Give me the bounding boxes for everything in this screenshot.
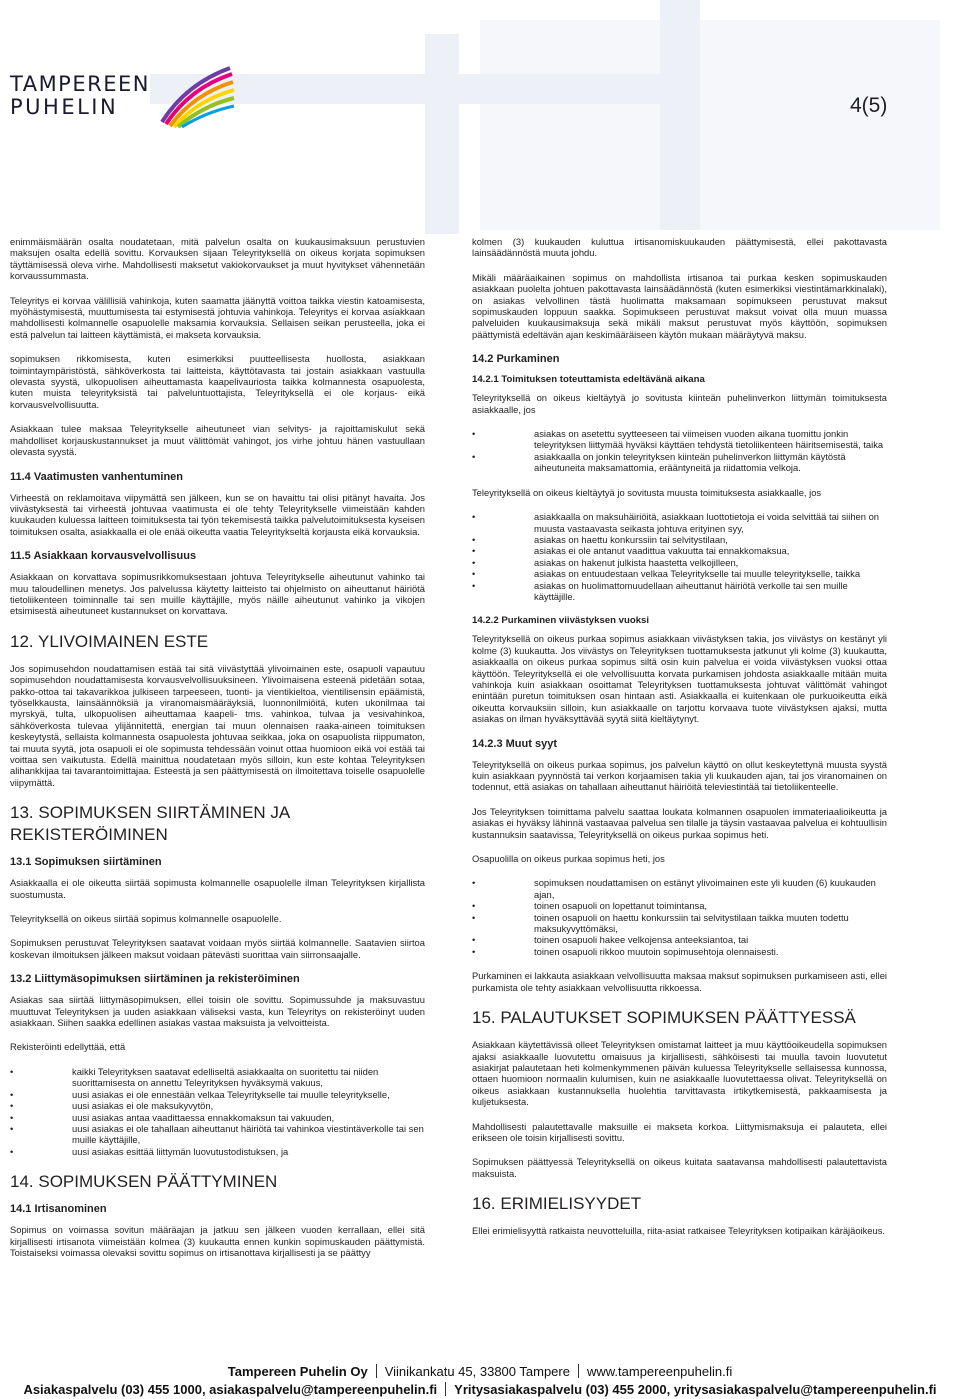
subsection-heading: 14.2.3 Muut syyt	[472, 737, 557, 750]
subsection-heading: 11.5 Asiakkaan korvausvelvollisuus	[10, 550, 197, 563]
bullet-list	[472, 428, 887, 474]
bullet-list	[472, 511, 887, 602]
paragraph: Osapuolilla on oikeus purkaa sopimus heti, jos	[472, 853, 665, 865]
section-heading: 16. ERIMIELISYYDET	[472, 1194, 642, 1214]
footer-website[interactable]: www.tampereenpuhelin.fi	[586, 1364, 733, 1379]
subsection-heading: 14.2 Purkaminen	[472, 353, 560, 366]
paragraph: Asiakkaalla ei ole oikeutta siirtää sopimusta kolmannelle osapuolelle ilman Teleyrityksen kirjallista suostumusta.	[10, 877, 425, 900]
page-footer	[0, 1363, 960, 1399]
paragraph: Asiakkaan käytettävissä olleet Teleyrityksen omistamat laitteet ja muu käyttöoikeudella sopimuksen ajaksi asiakkaalle luovutettu omaisuus ja kirjallisesti, sähköisesti tai muulla tavoin luovutetut asiakirjat palautetaan heti kolmenkymmenen päivän kuluessa Teleyritykselle sellaisessa kunnossa, ottaen huomioon normaalin kulumisen, kuin ne asiakkaalle luovutettaessa olivat. Teleyrityksellä on oikeus asiakkaan kustannuksella huolehtia tarvittavasta irtikytkemisestä, pakkaamisesta ja kuljetuksesta.	[472, 1039, 887, 1108]
left-column	[10, 236, 425, 1271]
paragraph: Rekisteröinti edellyttää, että	[10, 1041, 126, 1053]
list-item: • uusi asiakas ei ole ennestään velkaa Teleyritykselle tai muulle teleyritykselle,	[10, 1089, 425, 1100]
bullet-list	[472, 877, 887, 957]
footer-separator	[445, 1382, 446, 1396]
list-item: • toinen osapuoli on haettu konkurssiin tai selvitystilaan taikka muuten todettu maksukyvyttömäksi,	[472, 912, 887, 935]
list-item: • uusi asiakas esittää liittymän luovutustodistuksen, ja	[10, 1146, 425, 1157]
list-item: • asiakas on hakenut julkista haastetta velkojilleen,	[472, 557, 887, 568]
section-heading: 15. PALAUTUKSET SOPIMUKSEN PÄÄTTYESSÄ	[472, 1008, 856, 1028]
paragraph: Teleyrityksellä on oikeus kieltäytyä jo sovitusta muusta toimituksesta asiakkaalle, jos	[472, 486, 822, 498]
list-item: • sopimuksen noudattamisen on estänyt ylivoimainen este yli kuuden (6) kuukauden ajan,	[472, 877, 887, 900]
list-item: • asiakkaalla on jonkin teleyrityksen kiinteän puhelinverkon liittymän käytöstä aiheutuneita maksamattomia, erääntyneitä ja riidattomia velkoja.	[472, 451, 887, 474]
list-item: • toinen osapuoli hakee velkojensa anteeksiantoa, tai	[472, 934, 887, 945]
subsection-heading: 13.1 Sopimuksen siirtäminen	[10, 856, 162, 869]
subsection-heading: 13.2 Liittymäsopimuksen siirtäminen ja rekisteröiminen	[10, 973, 300, 986]
company-logo	[10, 64, 236, 128]
paragraph: Sopimuksen päättyessä Teleyrityksellä on oikeus kuitata saatavansa mahdollisesti palautettavista maksuista.	[472, 1156, 887, 1179]
paragraph: sopimuksen rikkomisesta, kuten esimerkiksi puutteellisesta huollosta, asiakkaan toimintaympäristöstä, sähköverkosta tai laitteista, käyttötavasta tai jostain asiakkaan vastuulla olevasta syystä, ulkopuolisen aiheuttamasta kaapelivauriosta taikka kolmannesta osapuolesta, kuten muista teleyrityksistä tai palveluntuottajista, Teleyrityksellä ei ole korjaus- eikä korvausvelvollisuutta.	[10, 353, 425, 410]
list-item: • uusi asiakas antaa vaadittaessa ennakkomaksun tai vakuuden,	[10, 1112, 425, 1123]
list-item: • asiakas on huolimattomuudellaan aiheuttanut häiriötä verkolle tai sen muille käyttäjille.	[472, 580, 887, 603]
footer-business-service[interactable]: Yritysasiakaspalvelu (03) 455 2000, yritysasiakaspalvelu@tampereenpuhelin.fi	[454, 1382, 937, 1397]
paragraph: Sopimus on voimassa sovitun määräajan ja jatkuu sen jälkeen vuoden kerrallaan, ellei sitä kirjallisesti irtisanota viimeistään kolmea (3) kuukautta ennen kunkin sopimuskauden päättymistä. Toistaiseksi voimassa olevaksi sovittu sopimus on irtisanottava kirjallisesti ja se päättyy	[10, 1224, 425, 1258]
logo-line-1: TAMPEREEN	[10, 72, 150, 96]
paragraph: Teleyrityksellä on oikeus siirtää sopimus kolmannelle osapuolelle.	[10, 913, 282, 925]
list-item: • asiakkaalla on maksuhäiriöitä, asiakkaan luottotietoja ei voida selvittää tai siihen on muusta vastaavasta seikasta johtuva erityinen syy,	[472, 511, 887, 534]
paragraph: Teleyritys ei korvaa välillisiä vahinkoja, kuten saamatta jäänyttä voittoa taikka viestin katoamisesta, myöhästymisestä, muuttumisesta tai estymisestä johtuvia vahinkoja. Teleyritys ei korvaa asiakkaan mahdollisesti kolmannelle osapuolelle maksamia korvauksia. Sellaisen seikan perusteella, joka ei estä palvelun tai laitteen käyttämistä, ei makseta korvauksia.	[10, 294, 425, 340]
paragraph: Ellei erimielisyyttä ratkaista neuvotteluilla, riita-asiat ratkaisee Teleyrityksen kotipaikan käräjäoikeus.	[472, 1225, 886, 1237]
logo-swirl-icon	[156, 64, 236, 128]
list-item: • asiakas on entuudestaan velkaa Teleyritykselle tai muulle teleyritykselle, taikka	[472, 568, 887, 579]
paragraph: enimmäismäärän osalta noudatetaan, mitä palvelun osalta on kuukausimaksuun perustuvien maksujen osalta edellä sovittu. Korvauksen sijaan Teleyrityksellä on oikeus korjata sopimuksen täyttämisessä oleva virhe. Mahdollisesti maksetut vakiokorvaukset ja muut hyvitykset vähennetään korvaussummasta.	[10, 236, 425, 282]
paragraph: Purkaminen ei lakkauta asiakkaan velvollisuutta maksaa maksut sopimuksen purkamiseen asti, ellei purkamista ole tehty asiakkaan velvollisuutta rikkoessa.	[472, 970, 887, 993]
list-item: • asiakas ei ole antanut vaadittua vakuutta tai ennakkomaksua,	[472, 545, 887, 556]
paragraph: Asiakkaan on korvattava sopimusrikkomuksestaan johtuva Teleyritykselle aiheutunut vahinko tai muu taloudellinen menetys. Jos palvelussa käytetty laitteisto tai ohjelmisto on aiheuttanut häiriötä tietoliikenteen toiminnalle tai sen muille käyttäjille, myös näille aiheutunut vahinko ja vikojen etsimisestä aiheutuneet kustannukset on korvattava.	[10, 571, 425, 617]
paragraph: Mikäli määräaikainen sopimus on mahdollista irtisanoa tai purkaa kesken sopimuskauden asiakkaan puolelta johtuen pakottavasta lainsäädännöstä (kuten esimerkiksi viestintämarkkinalaki), on asiakas velvollinen tästä huolimatta maksamaan sopimukseen perustuvat maksut sopimuskauden loppuun saakka. Sopimukseen perustuvat maksut voivat olla muun muassa palveluiden kuukausimaksuja sekä mikäli maksut perustuvat myös käyttöön, sopimuksen päättymistä edeltävän ajan keskimääräiseen käytön mukaan määräytyvä maksu.	[472, 271, 887, 340]
paragraph: Asiakas saa siirtää liittymäsopimuksen, ellei toisin ole sovittu. Sopimussuhde ja maksuvastuu muuttuvat Teleyrityksen ja uuden asiakkaan väliseksi vasta, kun Teleyritys on rekisteröinyt uuden asiakkaan. Siihen saakka edellinen asiakas vastaa maksuista ja velvoitteista.	[10, 994, 425, 1029]
footer-address: Viinikankatu 45, 33800 Tampere	[384, 1364, 570, 1379]
paragraph: Mahdollisesti palautettavalle maksuille ei makseta korkoa. Liittymismaksuja ei palauteta, ellei erikseen ole toisin kirjallisesti sovittu.	[472, 1120, 887, 1143]
section-heading: 13. SOPIMUKSEN SIIRTÄMINEN JA REKISTERÖIMINEN	[10, 803, 290, 845]
paragraph: Jos Teleyrityksen toimittama palvelu saattaa loukata kolmannen osapuolen immateriaalioikeutta ja asiakas ei hyväksy lähinnä vastaavaa palvelua sen tilalle ja täysin vastaavaa palvelua ei kohtuullisin kustannuksin saatavissa, Teleyrityksellä on oikeus purkaa sopimus heti.	[472, 805, 887, 840]
footer-customer-service[interactable]: Asiakaspalvelu (03) 455 1000, asiakaspalvelu@tampereenpuhelin.fi	[23, 1382, 438, 1397]
paragraph: Asiakkaan tulee maksaa Teleyritykselle aiheutuneet vian selvitys- ja rajoittamiskulut sekä mahdolliset korjauskustannukset ja muut välittömät vahingot, jos virhe johtuu hänen vastuullaan olevasta syystä.	[10, 423, 425, 458]
paragraph: Virheestä on reklamoitava viipymättä sen jälkeen, kun se on havaittu tai olisi pitänyt havaita. Jos viivästyksestä tai virheestä johtuvaa vaatimusta ei ole tehty Teleyritykselle viimeistään kahden kuukauden kuluessa laitteen toimituksesta tai työn tekemisestä taikka palvelutoimituksesta kyseisen toimituksen osalta, asiakkaalla ei ole enää oikeutta vaatia Teleyritykseltä korjausta eikä korvauksia.	[10, 491, 425, 537]
background-decoration	[425, 34, 459, 234]
list-item: • kaikki Teleyrityksen saatavat edelliseltä asiakkaalta on suoritettu tai niiden suorittamisesta on annettu Teleyrityksen hyväksymä vakuus,	[10, 1066, 425, 1089]
page-number: 4(5)	[850, 94, 888, 117]
paragraph: Teleyrityksellä on oikeus purkaa sopimus, jos palvelun käyttö on ollut keskeytettynä muusta syystä kuin asiakkaan pyynnöstä tai verkon korjaamisen takia yli kuukauden ajan, tai jos viranomainen on todennut, että asiakas on tahallaan aiheuttanut häiriöitä televiestintää tai tietoliikenteelle.	[472, 758, 887, 793]
footer-company: Tampereen Puhelin Oy	[227, 1364, 368, 1379]
subsubsection-heading: 14.2.1 Toimituksen toteuttamista edeltävänä aikana	[472, 374, 705, 386]
paragraph: Teleyrityksellä on oikeus kieltäytyä jo sovitusta kiinteän puhelinverkon liittymän toimituksesta asiakkaalle, jos	[472, 392, 887, 415]
bullet-list	[10, 1066, 425, 1157]
background-decoration	[480, 20, 940, 230]
section-heading: 12. YLIVOIMAINEN ESTE	[10, 631, 209, 651]
paragraph: Teleyrityksellä on oikeus purkaa sopimus asiakkaan viivästyksen takia, jos viivästys on kestänyt yli kolme (3) kuukautta. Jos viivästys on Teleyrityksen tuottamuksesta jatkunut yli kolme (3) kuukautta, asiakkaalla on oikeus purkaa sopimus siltä osin kuin palvelua ei voida viivästyksen vuoksi ottaa käyttöön. Teleyrityksellä ei ole velvollisuutta korvata purkamisen johdosta asiakkaalle mitään muita vahinkoja kuin asiakkaan osoittamat Teleyrityksen tuottamuksesta johtuvat välittömät vahingot enintään puretun toimituksen osan hintaan asti. Asiakkaalla ei kuitenkaan ole purkuoikeutta eikä oikeutta korvauksiin silloin, kun asiakkaalle on tarjottu korvaava tuote viivästyksen ajaksi, mutta asiakas on ilman hyväksyttävää syytä siitä kieltäytynyt.	[472, 633, 887, 725]
subsection-heading: 14.1 Irtisanominen	[10, 1203, 107, 1216]
footer-separator	[578, 1364, 579, 1378]
list-item: • uusi asiakas ei ole tahallaan aiheuttanut häiriötä tai vahinkoa viestintäverkolle tai sen muille käyttäjille,	[10, 1123, 425, 1146]
footer-separator	[376, 1364, 377, 1378]
subsection-heading: 11.4 Vaatimusten vanhentuminen	[10, 470, 184, 483]
list-item: • asiakas on haettu konkurssiin tai selvitystilaan,	[472, 534, 887, 545]
paragraph: kolmen (3) kuukauden kuluttua irtisanomiskuukauden päättymisestä, ellei pakottavasta lainsäädännöstä muuta johdu.	[472, 236, 887, 259]
subsubsection-heading: 14.2.2 Purkaminen viivästyksen vuoksi	[472, 615, 650, 627]
right-column	[472, 236, 887, 1250]
section-heading: 14. SOPIMUKSEN PÄÄTTYMINEN	[10, 1172, 278, 1192]
list-item: • uusi asiakas ei ole maksukyvytön,	[10, 1100, 425, 1111]
paragraph: Jos sopimusehdon noudattamisen estää tai sitä viivästyttää ylivoimainen este, osapuoli vapautuu sopimusehdon noudattamisesta korvausvelvollisuuksineen. Ylivoimaisena esteenä pidetään sotaa, pakko-ottoa tai takavarikkoa julkiseen tarpeeseen, tuonti- ja vientikieltoa, vientilisensin epäämistä, työselkkausta, lainsäännöksiä ja viranomaismääräyksiä, luonnonilmiöitä, kuten ukonilmaa tai myrskyä, tulta, ulkopuolisen aiheuttamaa kaapeli- tms. vahinkoa, tulvaa ja vesivahinkoa, sähköverkosta tulevaa ylijännitettä, energian tai muun olennaisen raaka-aineen toimituksen keskeytystä, sellaista kolmannesta osapuolesta johtuvaa seikkaa, joka on osapuolista riippumaton, tai muuta syytä, jota osapuoli ei ole sopimusta tehdessään voinut ottaa huomioon eikä voi estää tai voittaa sen vaikutusta. Edellä mainittua noudatetaan myös silloin, kun este kohtaa Teleyrityksen alihankkijaa tai tavarantoimittajaa. Esteestä ja sen päättymisestä on ilmoitettava toiselle osapuolelle viipymättä.	[10, 662, 425, 788]
list-item: • toinen osapuoli rikkoo muutoin sopimusehtoja olennaisesti.	[472, 946, 887, 957]
list-item: • asiakas on asetettu syytteeseen tai viimeisen vuoden aikana tuomittu jonkin teleyrityksen liittymää hyväksi käyttäen tehdystä tietoliikenteen häiritsemisestä, taika	[472, 428, 887, 451]
background-decoration	[660, 0, 700, 230]
list-item: • toinen osapuoli on lopettanut toimintansa,	[472, 900, 887, 911]
logo-line-2: PUHELIN	[10, 95, 119, 119]
paragraph: Sopimuksen perustuvat Teleyrityksen saatavat voidaan myös siirtää kolmannelle. Saatavien siirtoa koskevan ilmoituksen jälkeen maksut voidaan pätevästi suorittaa vain siirronsaajalle.	[10, 937, 425, 960]
